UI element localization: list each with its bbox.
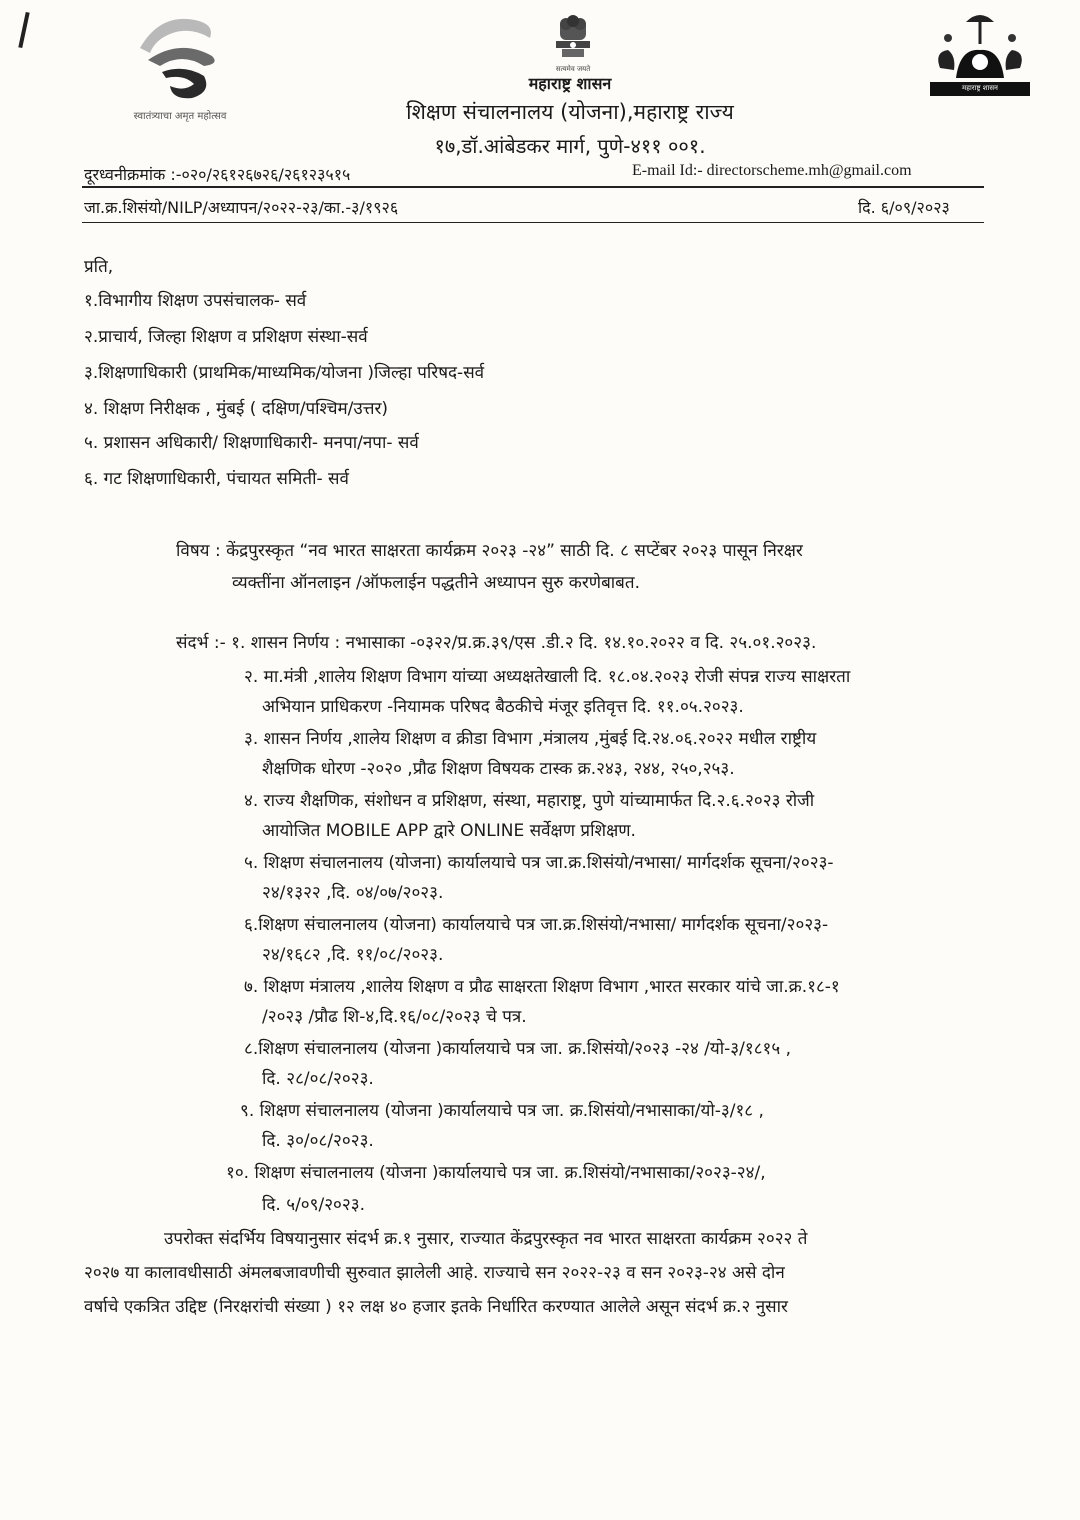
reference-line: १०. शिक्षण संचालनालय (योजना )कार्यालयाचे पत्र जा. क्र.शिसंयो/नभासाका/२०२३-२४/, [226,1163,766,1183]
seal-caption: महाराष्ट्र शासन [962,84,998,92]
amrit-mahotsav-tagline: स्वातंत्र्याचा अमृत महोत्सव [133,111,227,122]
reference-line: २. मा.मंत्री ,शालेय शिक्षण विभाग यांच्या अध्यक्षतेखाली दि. १८.०४.२०२३ रोजी संपन्न राज्य साक्षरता [244,667,851,687]
lion-capital-icon [546,14,600,66]
reference-line: शैक्षणिक धोरण -२०२० ,प्रौढ शिक्षण विषयक टास्क क्र.२४३, २४४, २५०,२५३. [262,759,735,779]
reference-line: ७. शिक्षण मंत्रालय ,शालेय शिक्षण व प्रौढ साक्षरता शिक्षण विभाग ,भारत सरकार यांचे जा.क्र.१८-१ [244,977,840,997]
reference-line: ३. शासन निर्णय ,शालेय शिक्षण व क्रीडा विभाग ,मंत्रालय ,मुंबई दि.२४.०६.२०२२ मधील राष्ट्रीय [244,729,817,749]
subject-line-1: विषय : केंद्रपुरस्कृत “नव भारत साक्षरता कार्यक्रम २०२३ -२४” साठी दि. ८ सप्टेंबर २०२३ पासून निरक्षर [176,541,803,561]
body-line: वर्षाचे एकत्रित उद्दिष्ट (निरक्षरांची संख्या ) १२ लक्ष ४० हजार इतके निर्धारित करण्यात आलेले असून संदर्भ क्र.२ नुसार [84,1297,788,1317]
phone-number: दूरध्वनीक्रमांक :-०२०/२६१२६७२६/२६१२३५१५ [84,165,351,184]
header-divider-top [82,186,984,188]
office-name: शिक्षण संचालनालय (योजना),महाराष्ट्र राज्य [406,100,734,124]
body-line: उपरोक्त संदर्भिय विषयानुसार संदर्भ क्र.१ नुसार, राज्यात केंद्रपुरस्कृत नव भारत साक्षरता कार्यक्रम २०२२ ते [164,1229,808,1249]
recipient-item: ४. शिक्षण निरीक्षक , मुंबई ( दक्षिण/पश्चिम/उत्तर) [84,399,389,419]
reference-line: अभियान प्राधिकरण -नियामक परिषद बैठकीचे मंजूर इतिवृत्त दि. ११.०५.२०२३. [262,697,744,717]
reference-line: दि. ३०/०८/२०२३. [262,1131,374,1151]
header-divider-bottom [82,222,984,223]
reference-line: ८.शिक्षण संचालनालय (योजना )कार्यालयाचे पत्र जा. क्र.शिसंयो/२०२३ -२४ /यो-३/१८१५ , [244,1039,792,1059]
recipient-item: ३.शिक्षणाधिकारी (प्राथमिक/माध्यमिक/योजना )जिल्हा परिषद-सर्व [84,363,485,383]
letter-date: दि. ६/०९/२०२३ [858,198,950,217]
reference-line: संदर्भ :- १. शासन निर्णय : नभासाका -०३२२/प्र.क्र.३९/एस .डी.२ दि. १४.१०.२०२२ व दि. २५.०१.२०२३. [176,633,817,653]
amrit-mahotsav-icon [100,8,260,108]
reference-line: दि. ५/०९/२०२३. [262,1195,365,1215]
recipient-item: १.विभागीय शिक्षण उपसंचालक- सर्व [84,291,307,311]
recipient-item: ५. प्रशासन अधिकारी/ शिक्षणाधिकारी- मनपा/नपा- सर्व [84,433,419,453]
emblem-motto: सत्यमेव जयते [555,65,591,73]
reference-line: २४/१६८२ ,दि. ११/०८/२०२३. [262,945,444,965]
reference-line: दि. २८/०८/२०२३. [262,1069,374,1089]
maharashtra-seal [920,8,1040,118]
pen-mark [18,12,29,48]
reference-line: २४/१३२२ ,दि. ०४/०७/२०२३. [262,883,444,903]
reference-line: ९. शिक्षण संचालनालय (योजना )कार्यालयाचे पत्र जा. क्र.शिसंयो/नभासाका/यो-३/१८ , [240,1101,764,1121]
recipient-item: ६. गट शिक्षणाधिकारी, पंचायत समिती- सर्व [84,469,349,489]
govt-name: महाराष्ट्र शासन [528,74,612,93]
letter-ref-no: जा.क्र.शिसंयो/NILP/अध्यापन/२०२२-२३/का.-३/१९२६ [84,198,399,217]
amrit-mahotsav-logo [100,8,260,128]
reference-line: /२०२३ /प्रौढ शि-४,दि.१६/०८/२०२३ चे पत्र. [262,1007,527,1027]
reference-line: ६.शिक्षण संचालनालय (योजना) कार्यालयाचे पत्र जा.क्र.शिसंयो/नभासा/ मार्गदर्शक सूचना/२०२३- [244,915,829,935]
subject-line-2: व्यक्तींना ऑनलाइन /ऑफलाईन पद्धतीने अध्यापन सुरु करणेबाबत. [232,573,640,593]
body-line: २०२७ या कालावधीसाठी अंमलबजावणीची सुरुवात झालेली आहे. राज्याचे सन २०२२-२३ व सन २०२३-२४ असे दोन [84,1263,785,1283]
to-label: प्रति, [84,257,114,277]
reference-line: ४. राज्य शैक्षणिक, संशोधन व प्रशिक्षण, संस्था, महाराष्ट्र, पुणे यांच्यामार्फत दि.२.६.२०२३ रोजी [244,791,815,811]
reference-line: आयोजित MOBILE APP द्वारे ONLINE सर्वेक्षण प्रशिक्षण. [262,821,636,841]
recipient-item: २.प्राचार्य, जिल्हा शिक्षण व प्रशिक्षण संस्था-सर्व [84,327,368,347]
reference-line: ५. शिक्षण संचालनालय (योजना) कार्यालयाचे पत्र जा.क्र.शिसंयो/नभासा/ मार्गदर्शक सूचना/२०२३- [244,853,834,873]
email-address: E-mail Id:- directorscheme.mh@gmail.com [632,162,912,179]
office-address: १७,डॉ.आंबेडकर मार्ग, पुणे-४११ ००१. [434,134,706,158]
national-emblem [546,14,600,74]
